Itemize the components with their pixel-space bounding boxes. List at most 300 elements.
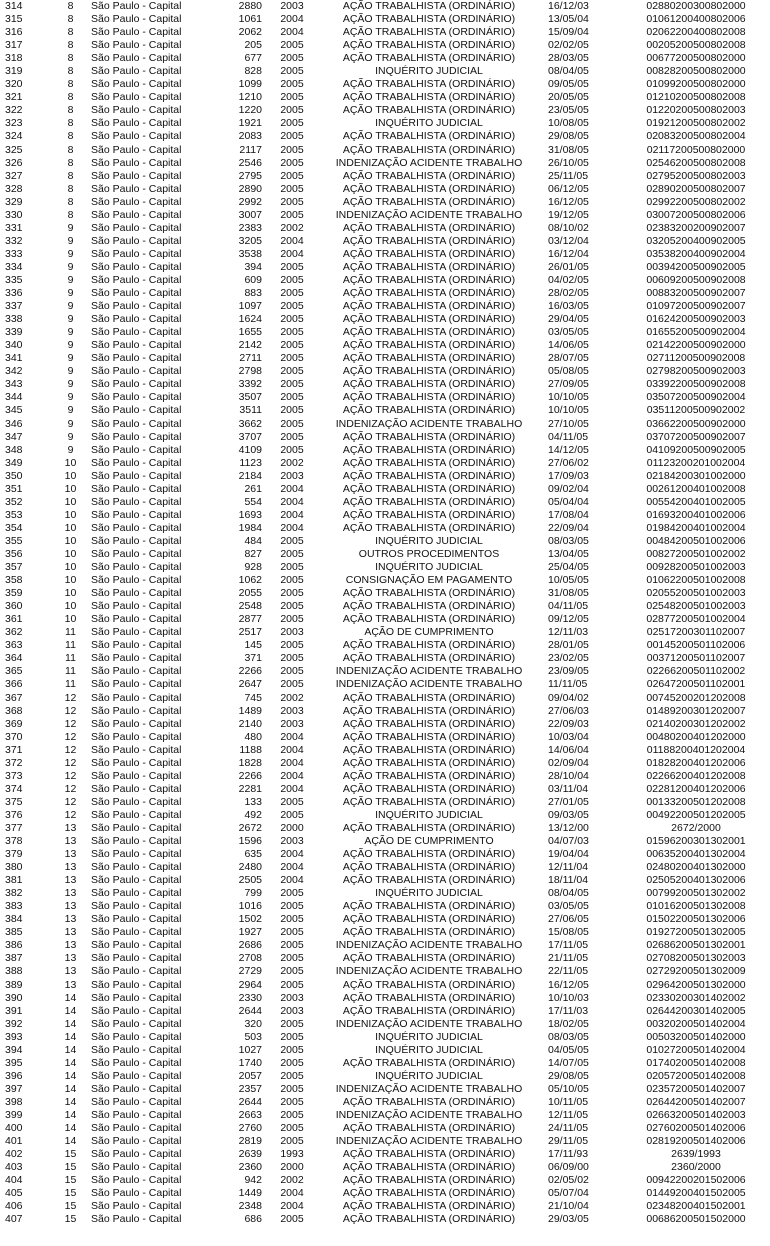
process-code-cell: 01123200201002004 [646, 456, 746, 469]
filing-date-cell: 06/09/00 [548, 1161, 589, 1174]
location-cell: São Paulo - Capital [91, 378, 182, 391]
process-code-cell: 02798200500902003 [646, 365, 746, 378]
vara-number-cell: 12 [64, 717, 77, 730]
action-type-cell: AÇÃO TRABALHISTA (ORDINÁRIO) [342, 730, 516, 743]
process-code-cell: 01210200500802008 [646, 91, 746, 104]
row-number-cell: 353 [5, 508, 23, 521]
process-number-cell: 686 [244, 1213, 262, 1226]
process-number-cell: 133 [244, 795, 262, 808]
vara-number-cell: 8 [67, 52, 74, 65]
process-number-cell: 1062 [238, 574, 262, 587]
vara-number-cell: 8 [67, 143, 74, 156]
process-number-cell: 1097 [238, 300, 262, 313]
filing-date-cell: 27/09/05 [548, 378, 589, 391]
year-cell: 2005 [280, 547, 304, 560]
action-type-cell: AÇÃO TRABALHISTA (ORDINÁRIO) [342, 247, 516, 260]
filing-date-cell: 11/11/05 [548, 678, 588, 691]
location-cell: São Paulo - Capital [91, 156, 182, 169]
year-cell: 2004 [280, 743, 304, 756]
location-cell: São Paulo - Capital [91, 808, 182, 821]
process-number-cell: 2184 [238, 469, 262, 482]
process-code-cell: 01828200401202006 [646, 756, 746, 769]
year-cell: 2005 [280, 208, 304, 221]
filing-date-cell: 23/09/05 [548, 665, 589, 678]
table-row [0, 378, 770, 391]
process-number-cell: 554 [244, 495, 262, 508]
action-type-cell: AÇÃO TRABALHISTA (ORDINÁRIO) [342, 613, 516, 626]
table-row [0, 431, 770, 444]
location-cell: São Paulo - Capital [91, 143, 182, 156]
action-type-cell: AÇÃO TRABALHISTA (ORDINÁRIO) [342, 391, 516, 404]
year-cell: 2005 [280, 378, 304, 391]
process-number-cell: 2357 [238, 1082, 262, 1095]
table-row [0, 235, 770, 248]
year-cell: 2003 [280, 626, 304, 639]
row-number-cell: 345 [5, 404, 23, 417]
vara-number-cell: 10 [64, 521, 77, 534]
action-type-cell: AÇÃO TRABALHISTA (ORDINÁRIO) [342, 404, 516, 417]
table-row [0, 483, 770, 496]
location-cell: São Paulo - Capital [91, 861, 182, 874]
action-type-cell: AÇÃO TRABALHISTA (ORDINÁRIO) [342, 195, 516, 208]
table-row [0, 457, 770, 470]
action-type-cell: AÇÃO TRABALHISTA (ORDINÁRIO) [342, 326, 516, 339]
action-type-cell: AÇÃO DE CUMPRIMENTO [364, 626, 494, 639]
process-code-cell: 02992200500802002 [646, 195, 746, 208]
location-cell: São Paulo - Capital [91, 769, 182, 782]
process-number-cell: 799 [244, 887, 262, 900]
table-row [0, 287, 770, 300]
location-cell: São Paulo - Capital [91, 339, 182, 352]
location-cell: São Paulo - Capital [91, 587, 182, 600]
vara-number-cell: 13 [64, 900, 77, 913]
location-cell: São Paulo - Capital [91, 274, 182, 286]
row-number-cell: 362 [5, 626, 23, 639]
filing-date-cell: 10/05/05 [548, 574, 589, 587]
process-number-cell: 2795 [238, 169, 262, 182]
vara-number-cell: 11 [65, 626, 76, 639]
location-cell: São Paulo - Capital [91, 691, 182, 704]
process-code-cell: 02546200500802008 [646, 156, 746, 169]
location-cell: São Paulo - Capital [91, 1030, 182, 1043]
row-number-cell: 397 [5, 1082, 23, 1095]
action-type-cell: AÇÃO TRABALHISTA (ORDINÁRIO) [342, 169, 516, 182]
row-number-cell: 351 [5, 482, 23, 495]
process-number-cell: 2729 [238, 965, 262, 978]
row-number-cell: 368 [5, 704, 23, 717]
process-number-cell: 394 [244, 260, 262, 273]
process-code-cell: 02117200500802000 [646, 143, 746, 156]
action-type-cell: AÇÃO TRABALHISTA (ORDINÁRIO) [342, 313, 516, 326]
process-number-cell: 677 [244, 52, 262, 65]
filing-date-cell: 16/03/05 [548, 300, 589, 313]
location-cell: São Paulo - Capital [91, 626, 182, 639]
vara-number-cell: 8 [67, 117, 74, 130]
year-cell: 2004 [280, 521, 304, 534]
action-type-cell: AÇÃO TRABALHISTA (ORDINÁRIO) [342, 365, 516, 378]
location-cell: São Paulo - Capital [91, 926, 182, 939]
location-cell: São Paulo - Capital [91, 234, 182, 247]
location-cell: São Paulo - Capital [91, 104, 182, 117]
row-number-cell: 346 [5, 417, 23, 430]
row-number-cell: 337 [5, 300, 23, 313]
action-type-cell: AÇÃO TRABALHISTA (ORDINÁRIO) [342, 600, 516, 613]
process-number-cell: 2880 [238, 0, 262, 13]
location-cell: São Paulo - Capital [91, 508, 182, 521]
year-cell: 2005 [280, 1135, 304, 1148]
action-type-cell: AÇÃO TRABALHISTA (ORDINÁRIO) [342, 1174, 516, 1187]
table-row [0, 1044, 770, 1057]
action-type-cell: CONSIGNAÇÃO EM PAGAMENTO [345, 574, 513, 587]
filing-date-cell: 17/11/05 [548, 939, 589, 952]
process-number-cell: 1596 [238, 835, 262, 848]
year-cell: 2004 [280, 247, 304, 260]
action-type-cell: AÇÃO DE CUMPRIMENTO [364, 835, 494, 848]
row-number-cell: 343 [5, 378, 23, 391]
vara-number-cell: 9 [67, 404, 74, 417]
action-type-cell: AÇÃO TRABALHISTA (ORDINÁRIO) [342, 104, 516, 117]
vara-number-cell: 13 [64, 861, 77, 874]
location-cell: São Paulo - Capital [91, 117, 182, 130]
process-code-cell: 00484200501002006 [646, 534, 746, 547]
year-cell: 2005 [280, 365, 304, 378]
process-code-cell: 2360/2000 [671, 1161, 721, 1174]
process-code-cell: 01693200401002006 [646, 508, 746, 521]
row-number-cell: 399 [5, 1109, 23, 1121]
process-number-cell: 2266 [238, 769, 262, 782]
vara-number-cell: 13 [64, 835, 77, 848]
process-code-cell: 02877200501002004 [646, 613, 746, 626]
process-number-cell: 2383 [238, 221, 262, 234]
table-row [0, 1070, 770, 1083]
location-cell: São Paulo - Capital [91, 756, 182, 769]
year-cell: 2005 [280, 939, 304, 952]
process-code-cell: 02348200401502001 [646, 1200, 746, 1213]
process-code-cell: 00827200501002002 [646, 547, 746, 560]
row-number-cell: 358 [5, 574, 23, 587]
process-number-cell: 2686 [238, 939, 262, 952]
vara-number-cell: 9 [67, 326, 74, 339]
action-type-cell: AÇÃO TRABALHISTA (ORDINÁRIO) [342, 260, 516, 273]
vara-number-cell: 14 [64, 1122, 77, 1135]
table-row [0, 352, 770, 365]
filing-date-cell: 09/12/05 [548, 613, 589, 626]
action-type-cell: INQUÉRITO JUDICIAL [375, 808, 483, 821]
process-number-cell: 883 [244, 287, 262, 300]
process-code-cell: 02644200301402005 [646, 1004, 746, 1017]
filing-date-cell: 15/08/05 [548, 926, 589, 939]
row-number-cell: 382 [5, 887, 23, 900]
filing-date-cell: 12/11/04 [548, 861, 589, 874]
filing-date-cell: 09/04/02 [548, 691, 589, 704]
vara-number-cell: 15 [64, 1213, 77, 1226]
filing-date-cell: 10/10/05 [548, 391, 589, 404]
filing-date-cell: 15/09/04 [548, 26, 589, 39]
process-code-cell: 00492200501202005 [646, 808, 746, 821]
row-number-cell: 340 [5, 339, 23, 352]
vara-number-cell: 9 [67, 260, 74, 273]
action-type-cell: AÇÃO TRABALHISTA (ORDINÁRIO) [342, 469, 516, 482]
table-row [0, 339, 770, 352]
action-type-cell: AÇÃO TRABALHISTA (ORDINÁRIO) [342, 874, 516, 887]
row-number-cell: 396 [5, 1069, 23, 1082]
process-code-cell: 02281200401202006 [646, 782, 746, 795]
year-cell: 2005 [280, 117, 304, 130]
row-number-cell: 374 [5, 782, 23, 795]
vara-number-cell: 8 [67, 65, 74, 78]
filing-date-cell: 08/03/05 [548, 1030, 589, 1043]
action-type-cell: AÇÃO TRABALHISTA (ORDINÁRIO) [342, 652, 516, 665]
row-number-cell: 317 [5, 39, 23, 52]
table-row [0, 65, 770, 78]
action-type-cell: AÇÃO TRABALHISTA (ORDINÁRIO) [342, 339, 516, 352]
filing-date-cell: 09/03/05 [548, 808, 589, 821]
filing-date-cell: 25/11/05 [548, 169, 589, 182]
row-number-cell: 372 [5, 756, 23, 769]
table-row [0, 665, 770, 678]
vara-number-cell: 12 [64, 782, 77, 795]
process-code-cell: 03007200500802006 [646, 208, 746, 221]
action-type-cell: AÇÃO TRABALHISTA (ORDINÁRIO) [342, 443, 516, 456]
process-code-cell: 02480200401302000 [646, 861, 746, 874]
process-number-cell: 3511 [239, 404, 262, 417]
filing-date-cell: 23/02/05 [548, 652, 589, 665]
filing-date-cell: 05/07/04 [548, 1187, 589, 1200]
process-code-cell: 01502200501302006 [646, 913, 746, 926]
action-type-cell: AÇÃO TRABALHISTA (ORDINÁRIO) [342, 143, 516, 156]
year-cell: 2004 [280, 782, 304, 795]
vara-number-cell: 10 [64, 469, 77, 482]
process-number-cell: 2517 [238, 626, 262, 639]
year-cell: 2004 [280, 769, 304, 782]
table-row [0, 248, 770, 261]
vara-number-cell: 9 [67, 313, 74, 326]
filing-date-cell: 18/11/04 [548, 874, 589, 887]
location-cell: São Paulo - Capital [91, 130, 182, 143]
vara-number-cell: 14 [64, 1082, 77, 1095]
vara-number-cell: 12 [64, 743, 77, 756]
row-number-cell: 329 [5, 195, 23, 208]
year-cell: 2004 [280, 508, 304, 521]
filing-date-cell: 05/04/04 [548, 495, 589, 508]
vara-number-cell: 13 [64, 887, 77, 900]
location-cell: São Paulo - Capital [91, 848, 182, 861]
action-type-cell: AÇÃO TRABALHISTA (ORDINÁRIO) [342, 1213, 516, 1226]
filing-date-cell: 23/05/05 [548, 104, 589, 117]
row-number-cell: 344 [5, 391, 23, 404]
row-number-cell: 354 [5, 521, 23, 534]
vara-number-cell: 13 [64, 821, 77, 834]
row-number-cell: 323 [5, 117, 23, 130]
year-cell: 2005 [280, 665, 304, 678]
location-cell: São Paulo - Capital [91, 221, 182, 234]
year-cell: 2005 [280, 965, 304, 978]
process-number-cell: 2672 [238, 821, 262, 834]
process-code-cell: 03392200500902008 [646, 378, 746, 391]
vara-number-cell: 15 [64, 1200, 77, 1213]
action-type-cell: AÇÃO TRABALHISTA (ORDINÁRIO) [342, 300, 516, 313]
table-row [0, 1057, 770, 1070]
table-row [0, 613, 770, 626]
row-number-cell: 318 [5, 52, 23, 65]
process-number-cell: 2798 [238, 365, 262, 378]
process-code-cell: 02057200501402008 [646, 1069, 746, 1082]
filing-date-cell: 27/06/05 [548, 913, 589, 926]
row-number-cell: 379 [5, 848, 23, 861]
year-cell: 2005 [280, 1095, 304, 1108]
filing-date-cell: 28/03/05 [548, 52, 589, 65]
vara-number-cell: 14 [64, 1135, 77, 1148]
vara-number-cell: 8 [67, 182, 74, 195]
process-number-cell: 2964 [238, 978, 262, 991]
action-type-cell: AÇÃO TRABALHISTA (ORDINÁRIO) [342, 274, 516, 286]
action-type-cell: AÇÃO TRABALHISTA (ORDINÁRIO) [342, 508, 516, 521]
vara-number-cell: 8 [67, 130, 74, 143]
action-type-cell: INQUÉRITO JUDICIAL [375, 1043, 483, 1056]
action-type-cell: AÇÃO TRABALHISTA (ORDINÁRIO) [342, 717, 516, 730]
table-row [0, 222, 770, 235]
process-number-cell: 2480 [238, 861, 262, 874]
year-cell: 2005 [280, 1069, 304, 1082]
year-cell: 2005 [280, 287, 304, 300]
row-number-cell: 349 [5, 456, 23, 469]
process-code-cell: 03511200500902002 [646, 404, 746, 417]
process-number-cell: 2057 [238, 1069, 262, 1082]
process-code-cell: 02517200301102007 [646, 626, 746, 639]
location-cell: São Paulo - Capital [91, 482, 182, 495]
action-type-cell: AÇÃO TRABALHISTA (ORDINÁRIO) [342, 1200, 516, 1213]
year-cell: 2005 [280, 443, 304, 456]
vara-number-cell: 8 [67, 104, 74, 117]
process-code-cell: 00609200500902008 [646, 274, 746, 286]
action-type-cell: INDENIZAÇÃO ACIDENTE TRABALHO [335, 678, 523, 691]
row-number-cell: 403 [5, 1161, 23, 1174]
row-number-cell: 401 [5, 1135, 23, 1148]
row-number-cell: 335 [5, 274, 23, 286]
table-row [0, 261, 770, 274]
location-cell: São Paulo - Capital [91, 561, 182, 574]
year-cell: 2005 [280, 169, 304, 182]
year-cell: 2005 [280, 313, 304, 326]
year-cell: 2005 [280, 182, 304, 195]
vara-number-cell: 8 [67, 0, 74, 13]
process-number-cell: 2266 [238, 665, 262, 678]
table-row [0, 1083, 770, 1096]
process-number-cell: 145 [244, 639, 262, 652]
filing-date-cell: 03/05/05 [548, 326, 589, 339]
location-cell: São Paulo - Capital [91, 1043, 182, 1056]
year-cell: 2005 [280, 1122, 304, 1135]
filing-date-cell: 27/06/03 [548, 704, 589, 717]
filing-date-cell: 29/08/05 [548, 1069, 589, 1082]
table-row [0, 691, 770, 704]
location-cell: São Paulo - Capital [91, 287, 182, 300]
row-number-cell: 336 [5, 287, 23, 300]
process-code-cell: 03707200500902007 [646, 430, 746, 443]
filing-date-cell: 12/11/05 [548, 1109, 589, 1121]
year-cell: 2005 [280, 1017, 304, 1030]
table-row [0, 1031, 770, 1044]
vara-number-cell: 8 [67, 39, 74, 52]
table-row [0, 52, 770, 65]
vara-number-cell: 12 [64, 704, 77, 717]
vara-number-cell: 10 [64, 587, 77, 600]
vara-number-cell: 10 [64, 613, 77, 626]
table-row [0, 548, 770, 561]
filing-date-cell: 04/02/05 [548, 274, 589, 286]
process-code-cell: 02062200400802008 [646, 26, 746, 39]
location-cell: São Paulo - Capital [91, 913, 182, 926]
process-code-cell: 02266200401202008 [646, 769, 746, 782]
process-code-cell: 00261200401002008 [646, 482, 746, 495]
action-type-cell: AÇÃO TRABALHISTA (ORDINÁRIO) [342, 39, 516, 52]
location-cell: São Paulo - Capital [91, 26, 182, 39]
location-cell: São Paulo - Capital [91, 39, 182, 52]
row-number-cell: 367 [5, 691, 23, 704]
process-code-cell: 01097200500902007 [646, 300, 746, 313]
location-cell: São Paulo - Capital [91, 900, 182, 913]
row-number-cell: 326 [5, 156, 23, 169]
action-type-cell: AÇÃO TRABALHISTA (ORDINÁRIO) [342, 1187, 516, 1200]
vara-number-cell: 8 [67, 78, 74, 91]
action-type-cell: INDENIZAÇÃO ACIDENTE TRABALHO [335, 1135, 523, 1148]
row-number-cell: 391 [5, 1004, 23, 1017]
row-number-cell: 315 [5, 13, 23, 26]
process-number-cell: 2505 [238, 874, 262, 887]
filing-date-cell: 13/12/00 [548, 821, 589, 834]
process-number-cell: 3007 [238, 208, 262, 221]
row-number-cell: 321 [5, 91, 23, 104]
table-row [0, 209, 770, 222]
process-code-cell: 00320200501402004 [646, 1017, 746, 1030]
process-code-cell: 00145200501102006 [646, 639, 746, 652]
location-cell: São Paulo - Capital [91, 1122, 182, 1135]
row-number-cell: 325 [5, 143, 23, 156]
process-code-cell: 02795200500802003 [646, 169, 746, 182]
filing-date-cell: 29/03/05 [548, 1213, 589, 1226]
year-cell: 2005 [280, 1043, 304, 1056]
process-number-cell: 928 [244, 561, 262, 574]
row-number-cell: 350 [5, 469, 23, 482]
process-code-cell: 02964200501302000 [646, 978, 746, 991]
table-row [0, 1161, 770, 1174]
filing-date-cell: 03/05/05 [548, 900, 589, 913]
process-number-cell: 1123 [239, 456, 262, 469]
vara-number-cell: 9 [67, 378, 74, 391]
process-code-cell: 01449200401502005 [646, 1187, 746, 1200]
row-number-cell: 400 [5, 1122, 23, 1135]
row-number-cell: 371 [5, 743, 23, 756]
vara-number-cell: 14 [64, 991, 77, 1004]
action-type-cell: INDENIZAÇÃO ACIDENTE TRABALHO [335, 208, 523, 221]
location-cell: São Paulo - Capital [91, 521, 182, 534]
row-number-cell: 386 [5, 939, 23, 952]
action-type-cell: INDENIZAÇÃO ACIDENTE TRABALHO [335, 417, 523, 430]
location-cell: São Paulo - Capital [91, 208, 182, 221]
action-type-cell: AÇÃO TRABALHISTA (ORDINÁRIO) [342, 0, 516, 13]
process-code-cell: 02357200501402007 [646, 1082, 746, 1095]
process-code-cell: 02140200301202002 [646, 717, 746, 730]
process-number-cell: 609 [244, 274, 262, 286]
filing-date-cell: 16/12/04 [548, 247, 589, 260]
table-row [0, 1213, 770, 1226]
location-cell: São Paulo - Capital [91, 600, 182, 613]
location-cell: São Paulo - Capital [91, 391, 182, 404]
vara-number-cell: 8 [67, 169, 74, 182]
year-cell: 2005 [280, 652, 304, 665]
year-cell: 2000 [280, 821, 304, 834]
year-cell: 2005 [280, 1056, 304, 1069]
